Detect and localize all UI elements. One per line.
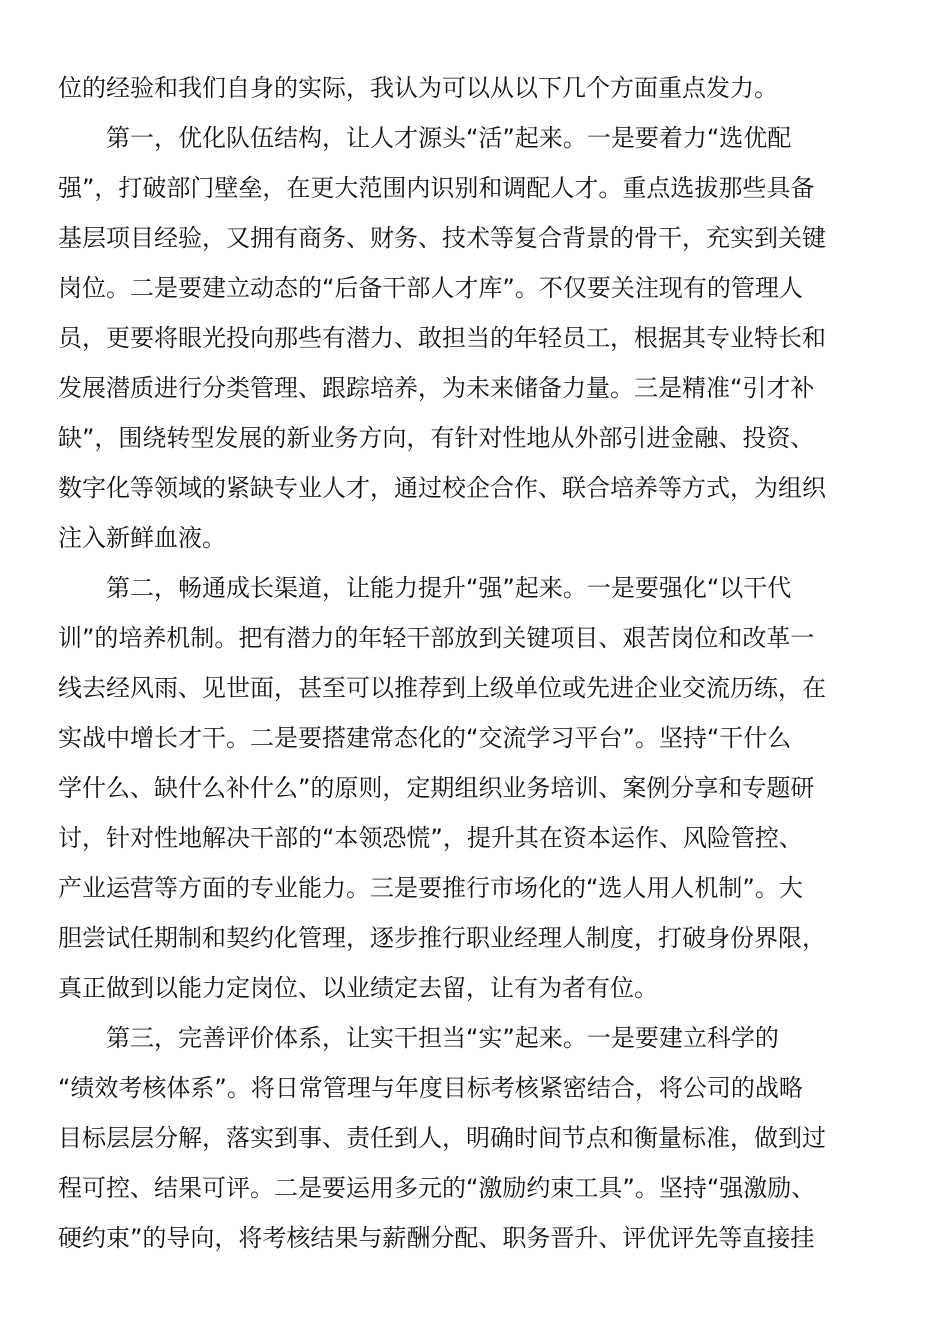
text-line: 胆尝试任期制和契约化管理，逐步推行职业经理人制度，打破身份界限， [58, 924, 826, 952]
text-line: 注入新鲜血液。 [58, 524, 226, 552]
text-line: 岗位。二是要建立动态的“后备干部人才库”。不仅要关注现有的管理人 [58, 274, 803, 302]
paragraph-first-line: 第三，完善评价体系，让实干担当“实”起来。一是要建立科学的 [106, 1024, 779, 1052]
paragraph-first-line: 第二，畅通成长渠道，让能力提升“强”起来。一是要强化“以干代 [106, 574, 792, 602]
text-line: 发展潜质进行分类管理、跟踪培养，为未来储备力量。三是精准“引才补 [58, 374, 815, 402]
text-line: 讨，针对性地解决干部的“本领恐慌”，提升其在资本运作、风险管控、 [58, 824, 803, 852]
text-line: 缺”，围绕转型发展的新业务方向，有针对性地从外部引进金融、投资、 [58, 424, 815, 452]
text-line: 实战中增长才干。二是要搭建常态化的“交流学习平台”。坚持“干什么 [58, 724, 792, 752]
paragraph-first-line: 第一，优化队伍结构，让人才源头“活”起来。一是要着力“选优配 [106, 124, 792, 152]
text-line: 线去经风雨、见世面，甚至可以推荐到上级单位或先进企业交流历练，在 [58, 674, 826, 702]
text-line: 员，更要将眼光投向那些有潜力、敢担当的年轻员工，根据其专业特长和 [58, 324, 826, 352]
text-line: 基层项目经验，又拥有商务、财务、技术等复合背景的骨干，充实到关键 [58, 224, 826, 252]
text-line: 位的经验和我们自身的实际，我认为可以从以下几个方面重点发力。 [58, 74, 778, 102]
text-line: 程可控、结果可评。二是要运用多元的“激励约束工具”。坚持“强激励、 [58, 1174, 816, 1202]
document-page [58, 63, 898, 1263]
text-line: 数字化等领域的紧缺专业人才，通过校企合作、联合培养等方式，为组织 [58, 474, 826, 502]
text-line: 产业运营等方面的专业能力。三是要推行市场化的“选人用人机制”。大 [58, 874, 803, 902]
text-line: 硬约束”的导向，将考核结果与薪酬分配、职务晋升、评优评先等直接挂 [58, 1224, 815, 1252]
text-line: 学什么、缺什么补什么”的原则，定期组织业务培训、案例分享和专题研 [58, 774, 815, 802]
text-line: 目标层层分解，落实到事、责任到人，明确时间节点和衡量标准，做到过 [58, 1124, 826, 1152]
text-line: “绩效考核体系”。将日常管理与年度目标考核紧密结合，将公司的战略 [58, 1074, 803, 1102]
text-line: 训”的培养机制。把有潜力的年轻干部放到关键项目、艰苦岗位和改革一 [58, 624, 815, 652]
text-line: 真正做到以能力定岗位、以业绩定去留，让有为者有位。 [58, 974, 658, 1002]
text-line: 强”，打破部门壁垒，在更大范围内识别和调配人才。重点选拔那些具备 [58, 174, 815, 202]
